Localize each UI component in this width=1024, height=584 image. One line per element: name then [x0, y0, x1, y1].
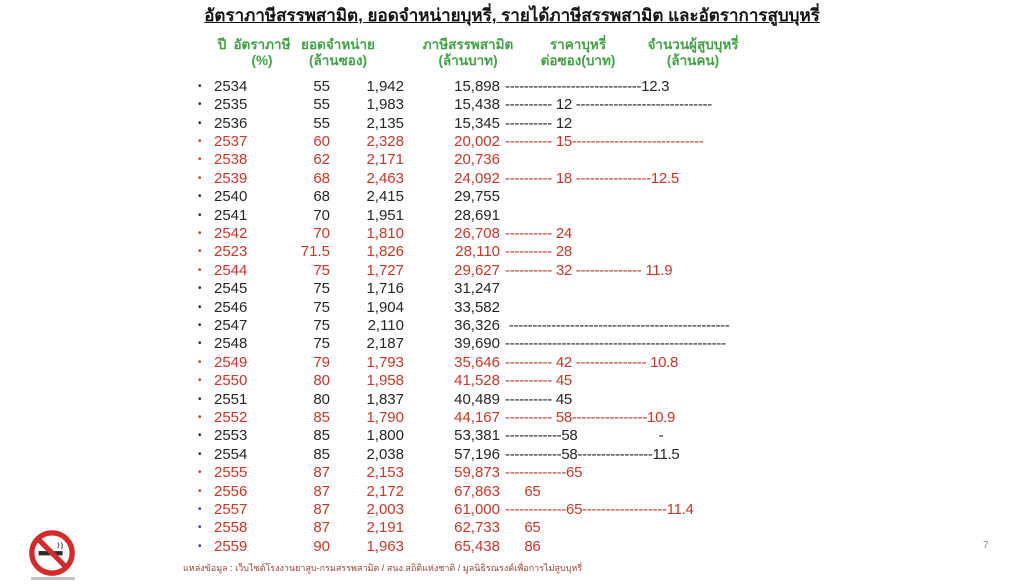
cell-excise-revenue: 26,708 [454, 224, 500, 242]
cell-tax-rate: 87 [313, 519, 330, 537]
cell-price-and-smokers: 86 [505, 537, 541, 555]
table-row [196, 482, 1024, 500]
bullet-icon: • [198, 99, 202, 111]
bullet-icon: • [198, 467, 202, 479]
bullet-icon: • [198, 227, 202, 239]
bullet-icon: • [198, 356, 202, 368]
cell-year: 2539 [214, 169, 248, 187]
table-row [196, 519, 1024, 537]
bullet-icon: • [198, 301, 202, 313]
cell-excise-revenue: 20,002 [454, 132, 500, 150]
cell-year: 2553 [214, 427, 248, 445]
bullet-icon: • [198, 338, 202, 350]
cell-year: 2537 [214, 132, 248, 150]
column-header-excise-tax: ภาษีสรรพสามิต (ล้านบาท) [422, 37, 514, 68]
cell-excise-revenue: 24,092 [454, 169, 500, 187]
bullet-icon: • [198, 393, 202, 405]
table-row [196, 445, 1024, 463]
cell-year: 2549 [214, 353, 248, 371]
cell-excise-revenue: 35,646 [454, 353, 500, 371]
cell-sales-volume: 2,191 [366, 519, 404, 537]
cell-tax-rate: 71.5 [300, 243, 330, 261]
cell-excise-revenue: 57,196 [454, 445, 500, 463]
cell-sales-volume: 1,810 [366, 224, 404, 242]
cell-excise-revenue: 15,345 [454, 114, 500, 132]
column-header-year: ปี [217, 37, 227, 52]
cell-excise-revenue: 29,755 [454, 188, 500, 206]
table-row [196, 427, 1024, 445]
bullet-icon: • [198, 209, 202, 221]
cell-sales-volume: 1,716 [366, 280, 404, 298]
cell-tax-rate: 90 [313, 537, 330, 555]
cell-tax-rate: 87 [313, 464, 330, 482]
cell-sales-volume: 2,003 [366, 501, 404, 519]
cell-tax-rate: 80 [313, 372, 330, 390]
cell-year: 2550 [214, 372, 248, 390]
cell-tax-rate: 87 [313, 501, 330, 519]
cell-excise-revenue: 61,000 [454, 501, 500, 519]
bullet-icon: • [198, 430, 202, 442]
cell-price-and-smokers: ----------------------------------------------- [505, 335, 726, 353]
page-number: 7 [983, 540, 989, 551]
cell-price-and-smokers: -------------65------------------11.4 [505, 501, 694, 519]
cell-excise-revenue: 28,691 [454, 206, 500, 224]
cell-sales-volume: 1,963 [366, 537, 404, 555]
cell-price-and-smokers: ---------- 42 --------------- 10.8 [505, 353, 679, 371]
cell-price-and-smokers: ---------- 45 [505, 390, 572, 408]
cell-price-and-smokers: -----------------------------12.3 [505, 77, 670, 95]
bullet-icon: • [198, 375, 202, 387]
cell-excise-revenue: 39,690 [454, 335, 500, 353]
bullet-icon: • [198, 448, 202, 460]
table-row [196, 353, 1024, 371]
cell-year: 2551 [214, 390, 248, 408]
page-title-text: อัตราภาษีสรรพสามิต, ยอดจำหน่ายบุหรี่, รายได้ภาษีสรรพสามิต และอัตราการสูบบุหรี่ [204, 6, 820, 25]
cell-tax-rate: 85 [313, 445, 330, 463]
table-row [196, 187, 1024, 205]
cell-excise-revenue: 65,438 [454, 537, 500, 555]
cell-price-and-smokers: ---------- 28 [505, 243, 572, 261]
cell-price-and-smokers: ------------58----------------11.5 [505, 445, 680, 463]
cell-sales-volume: 1,837 [366, 390, 404, 408]
column-header-smokers: จำนวนผู้สูบบุหรี่ (ล้านคน) [647, 37, 739, 68]
cell-excise-revenue: 36,326 [454, 316, 500, 334]
cell-sales-volume: 2,328 [366, 132, 404, 150]
cell-price-and-smokers: ---------- 58----------------10.9 [505, 409, 676, 427]
logo-caption-text [31, 577, 75, 580]
cell-tax-rate: 75 [313, 316, 330, 334]
cell-price-and-smokers: ----------------------------------------------- [505, 316, 730, 334]
table-row [196, 261, 1024, 279]
table-row [196, 335, 1024, 353]
cell-excise-revenue: 59,873 [454, 464, 500, 482]
bullet-icon: • [198, 264, 202, 276]
cell-tax-rate: 75 [313, 335, 330, 353]
cell-tax-rate: 68 [313, 169, 330, 187]
bullet-icon: • [198, 246, 202, 258]
cell-tax-rate: 75 [313, 280, 330, 298]
cell-sales-volume: 2,038 [366, 445, 404, 463]
cell-excise-revenue: 67,863 [454, 482, 500, 500]
column-header-sales: ยอดจำหน่าย (ล้านซอง) [301, 37, 375, 68]
cell-excise-revenue: 53,381 [454, 427, 500, 445]
table-row [196, 464, 1024, 482]
source-note: แหล่งข้อมูล : เว็บไซต์โรงงานยาสูบ-กรมสรรพสามิต / สนง.สถิติแห่งชาติ / มูลนิธิรณรงค์เพื่อการไม่สูบบุหรี่ [183, 563, 583, 573]
cell-year: 2554 [214, 445, 248, 463]
bullet-icon: • [198, 80, 202, 92]
cell-year: 2523 [214, 243, 248, 261]
cell-year: 2559 [214, 537, 248, 555]
cell-price-and-smokers: ---------- 15---------------------------- [505, 132, 704, 150]
table-row [196, 151, 1024, 169]
cell-sales-volume: 2,172 [366, 482, 404, 500]
cell-year: 2538 [214, 151, 248, 169]
table-row [196, 95, 1024, 113]
bullet-icon: • [198, 319, 202, 331]
cell-year: 2548 [214, 335, 248, 353]
cell-year: 2536 [214, 114, 248, 132]
cell-price-and-smokers: ---------- 12 ----------------------------- [505, 96, 712, 114]
cell-year: 2534 [214, 77, 248, 95]
cell-price-and-smokers: ---------- 12 [505, 114, 572, 132]
cell-sales-volume: 1,942 [366, 77, 404, 95]
cell-tax-rate: 85 [313, 409, 330, 427]
bullet-icon: • [198, 485, 202, 497]
cell-excise-revenue: 44,167 [454, 409, 500, 427]
bullet-icon: • [198, 412, 202, 424]
cell-year: 2544 [214, 261, 248, 279]
cell-sales-volume: 1,800 [366, 427, 404, 445]
cell-year: 2556 [214, 482, 248, 500]
bullet-icon: • [198, 154, 202, 166]
cell-tax-rate: 55 [313, 114, 330, 132]
cell-excise-revenue: 33,582 [454, 298, 500, 316]
cell-tax-rate: 87 [313, 482, 330, 500]
cell-tax-rate: 68 [313, 188, 330, 206]
cell-tax-rate: 75 [313, 261, 330, 279]
cell-price-and-smokers: ------------58 - [505, 427, 664, 445]
table-row [196, 537, 1024, 555]
table-row [196, 390, 1024, 408]
cell-excise-revenue: 62,733 [454, 519, 500, 537]
cell-year: 2552 [214, 409, 248, 427]
cell-excise-revenue: 40,489 [454, 390, 500, 408]
cell-tax-rate: 55 [313, 77, 330, 95]
bullet-icon: • [198, 191, 202, 203]
bullet-icon: • [198, 135, 202, 147]
cell-excise-revenue: 20,736 [454, 151, 500, 169]
cell-sales-volume: 1,826 [366, 243, 404, 261]
cell-year: 2540 [214, 188, 248, 206]
bullet-icon: • [198, 117, 202, 129]
cell-sales-volume: 1,983 [366, 96, 404, 114]
cell-excise-revenue: 15,438 [454, 96, 500, 114]
table-row [196, 298, 1024, 316]
table-row [196, 316, 1024, 334]
cell-tax-rate: 75 [313, 298, 330, 316]
cell-sales-volume: 2,187 [366, 335, 404, 353]
table-row [196, 77, 1024, 95]
bullet-icon: • [198, 504, 202, 516]
cell-tax-rate: 60 [313, 132, 330, 150]
table-row [196, 279, 1024, 297]
column-header-price: ราคาบุหรี่ ต่อซอง(บาท) [540, 37, 616, 68]
table-row [196, 206, 1024, 224]
cell-sales-volume: 1,793 [366, 353, 404, 371]
cell-sales-volume: 1,727 [366, 261, 404, 279]
cell-sales-volume: 1,951 [366, 206, 404, 224]
bullet-icon: • [198, 522, 202, 534]
page-title [0, 2, 1024, 29]
cell-sales-volume: 2,135 [366, 114, 404, 132]
no-smoking-icon [28, 529, 76, 577]
column-header-tax-rate: อัตราภาษี (%) [233, 37, 291, 68]
cell-sales-volume: 1,790 [366, 409, 404, 427]
table-row [196, 169, 1024, 187]
cell-year: 2541 [214, 206, 248, 224]
cell-year: 2546 [214, 298, 248, 316]
table-body [196, 77, 1024, 556]
cell-price-and-smokers: 65 [505, 519, 541, 537]
cell-tax-rate: 62 [313, 151, 330, 169]
cell-year: 2542 [214, 224, 248, 242]
cell-excise-revenue: 28,110 [455, 243, 500, 261]
bullet-icon: • [198, 283, 202, 295]
table-row [196, 408, 1024, 426]
cell-tax-rate: 55 [313, 96, 330, 114]
cell-excise-revenue: 15,898 [454, 77, 500, 95]
cell-excise-revenue: 41,528 [454, 372, 500, 390]
cell-year: 2557 [214, 501, 248, 519]
table-row [196, 372, 1024, 390]
cell-excise-revenue: 31,247 [454, 280, 500, 298]
cell-year: 2555 [214, 464, 248, 482]
cell-tax-rate: 80 [313, 390, 330, 408]
cell-year: 2535 [214, 96, 248, 114]
cell-sales-volume: 1,904 [366, 298, 404, 316]
cell-sales-volume: 2,110 [367, 316, 404, 334]
cell-sales-volume: 2,463 [366, 169, 404, 187]
cell-tax-rate: 85 [313, 427, 330, 445]
cell-sales-volume: 2,415 [366, 188, 404, 206]
cell-price-and-smokers: ---------- 18 ----------------12.5 [505, 169, 679, 187]
cell-sales-volume: 2,153 [366, 464, 404, 482]
table-row [196, 500, 1024, 518]
cell-sales-volume: 1,958 [366, 372, 404, 390]
table-row [196, 224, 1024, 242]
cell-year: 2558 [214, 519, 248, 537]
cell-year: 2547 [214, 316, 248, 334]
table-row [196, 243, 1024, 261]
cell-price-and-smokers: ---------- 24 [505, 224, 572, 242]
cell-price-and-smokers: 65 [505, 482, 541, 500]
cell-price-and-smokers: -------------65 [505, 464, 583, 482]
cell-tax-rate: 70 [313, 206, 330, 224]
cell-price-and-smokers: ---------- 32 -------------- 11.9 [505, 261, 673, 279]
cell-tax-rate: 79 [313, 353, 330, 371]
cell-excise-revenue: 29,627 [454, 261, 500, 279]
cell-tax-rate: 70 [313, 224, 330, 242]
cell-sales-volume: 2,171 [366, 151, 404, 169]
table-row [196, 132, 1024, 150]
cell-price-and-smokers: ---------- 45 [505, 372, 572, 390]
bullet-icon: • [198, 172, 202, 184]
table-row [196, 114, 1024, 132]
bullet-icon: • [198, 540, 202, 552]
cell-year: 2545 [214, 280, 248, 298]
